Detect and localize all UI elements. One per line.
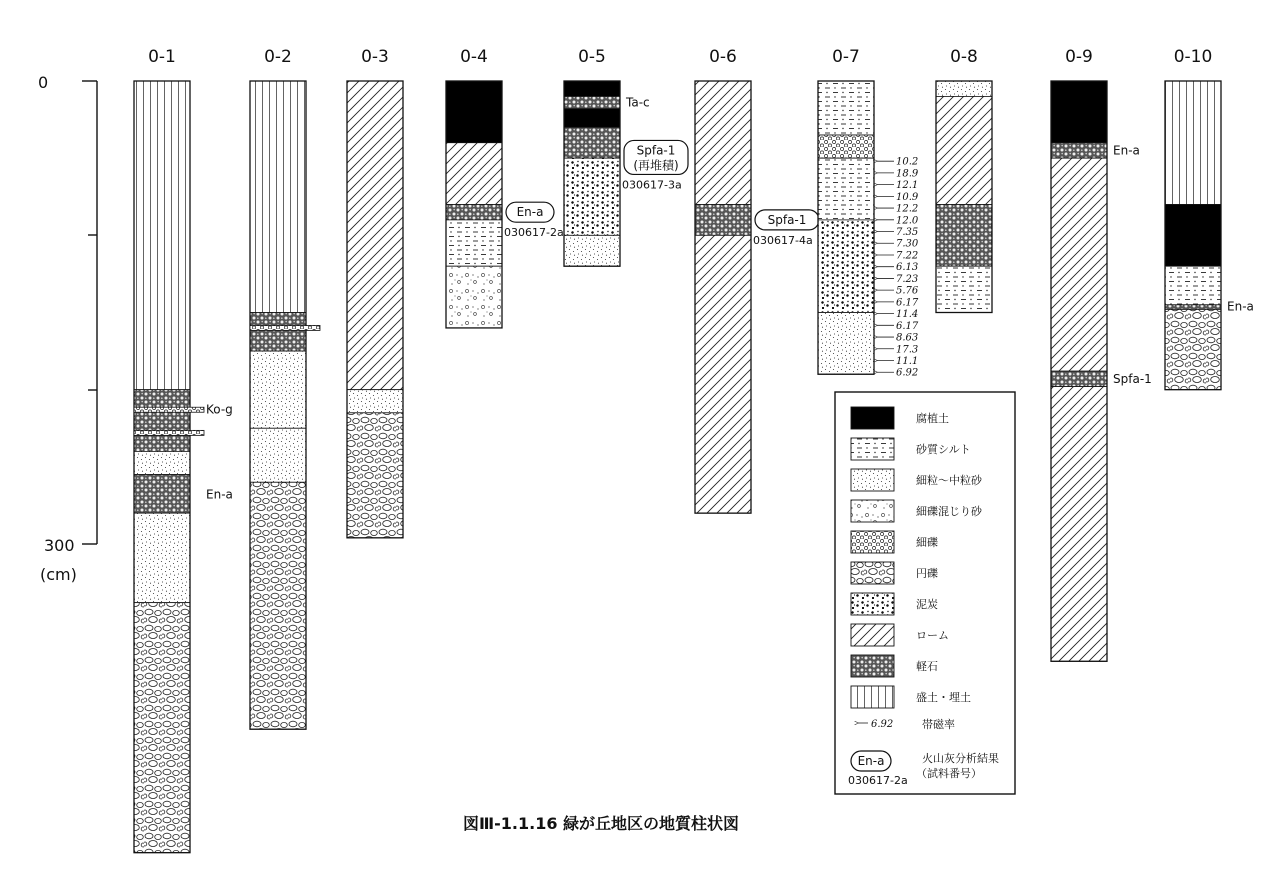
legend-label: 軽石: [916, 660, 938, 673]
tephra-name: Spfa-1: [1113, 371, 1152, 386]
layer-peat: [818, 220, 874, 313]
legend-label: 盛土・埋土: [916, 691, 971, 704]
depth-axis-bottom-label: 300: [44, 536, 75, 555]
mag-reading: 8.63: [896, 332, 919, 344]
layer-loam: [446, 143, 502, 205]
column-title: 0-4: [460, 47, 488, 67]
layer-pumice: [936, 204, 992, 266]
column-0-3: [347, 47, 403, 538]
tephra-name: En-a: [1113, 143, 1140, 158]
layer-loam: [347, 81, 403, 390]
layer-humus: [446, 81, 502, 143]
mag-reading: 5.76: [896, 285, 919, 297]
column-title: 0-6: [709, 47, 737, 67]
mag-reading: 12.2: [896, 203, 919, 215]
legend-swatch: [851, 531, 894, 553]
mag-reading: 7.22: [896, 250, 919, 262]
column-title: 0-5: [578, 47, 606, 67]
layer-gravelly-sand: [446, 266, 502, 328]
layer-loam: [936, 96, 992, 204]
mag-reading: 17.3: [896, 344, 919, 356]
column-0-5: [564, 47, 688, 266]
thin-tephra-bed: [134, 407, 204, 412]
tephra-sample-id: 030617-3a: [622, 178, 682, 192]
column-title: 0-2: [264, 47, 292, 67]
mag-reading: 12.1: [896, 180, 919, 192]
legend-label: 円礫: [916, 567, 938, 580]
tephra-name: Spfa-1: [767, 212, 807, 227]
column-0-7: [818, 47, 919, 379]
legend-mag-label: 帯磁率: [922, 718, 955, 731]
column-0-1: [134, 47, 233, 853]
layer-humus: [1165, 204, 1221, 266]
mag-reading: 7.35: [896, 227, 919, 239]
layer-round-gravel: [250, 482, 306, 729]
mag-reading: 6.13: [896, 262, 919, 274]
layer-fill: [1165, 81, 1221, 204]
column-0-9: [1051, 47, 1152, 661]
column-title: 0-10: [1173, 47, 1213, 67]
layer-pumice: [564, 96, 620, 108]
layer-pumice: [446, 204, 502, 219]
layer-fine-medium-sand: [818, 313, 874, 375]
boring-columns: [134, 47, 1254, 853]
thin-tephra-bed: [134, 430, 204, 435]
layer-pumice: [1051, 371, 1107, 386]
mag-reading: 18.9: [896, 168, 919, 180]
depth-axis-unit-label: (cm): [40, 565, 77, 584]
legend-label: 砂質シルト: [916, 443, 971, 456]
column-title: 0-3: [361, 47, 389, 67]
layer-fine-gravel: [818, 135, 874, 158]
legend-tephra-sample-id: 030617-2a: [848, 774, 908, 787]
layer-fill: [134, 81, 190, 390]
layer-round-gravel: [134, 603, 190, 853]
tephra-name: En-a: [1227, 299, 1254, 314]
layer-loam: [695, 235, 751, 513]
layer-fine-medium-sand: [347, 390, 403, 413]
legend-swatch: [851, 655, 894, 677]
layer-peat: [564, 158, 620, 235]
layer-loam: [1051, 387, 1107, 662]
column-title: 0-1: [148, 47, 176, 67]
column-0-6: [695, 47, 819, 513]
mag-reading: 7.30: [896, 238, 919, 250]
layer-loam: [1051, 158, 1107, 371]
column-0-10: [1165, 47, 1254, 390]
legend-swatch: [851, 438, 894, 460]
layer-fine-medium-sand: [936, 81, 992, 96]
legend-label: 細粒～中粒砂: [916, 474, 982, 487]
layer-round-gravel: [1165, 309, 1221, 389]
layer-sandy-silt: [818, 81, 874, 135]
column-title: 0-9: [1065, 47, 1093, 67]
legend-swatch: [851, 624, 894, 646]
layer-sandy-silt: [446, 220, 502, 266]
legend-tephra-sample-name: En-a: [857, 754, 885, 768]
column-title: 0-7: [832, 47, 860, 67]
legend-tephra-sub: （試料番号）: [916, 767, 982, 780]
layer-fine-medium-sand: [134, 451, 190, 474]
tephra-name: En-a: [206, 487, 233, 502]
layer-sandy-silt: [1165, 266, 1221, 305]
tephra-sample-id: 030617-2a: [504, 226, 564, 240]
legend-swatch: [851, 562, 894, 584]
column-0-4: [446, 47, 564, 328]
legend-label: 細礫: [916, 536, 938, 549]
mag-reading: 12.0: [896, 215, 919, 227]
depth-axis-top-label: 0: [38, 73, 49, 92]
layer-sandy-silt: [936, 266, 992, 312]
layer-pumice: [134, 390, 190, 452]
column-0-2: [250, 47, 320, 729]
layer-loam: [695, 81, 751, 204]
legend: [835, 392, 1015, 794]
tephra-name: En-a: [516, 205, 544, 220]
layer-pumice: [564, 127, 620, 158]
tephra-name: Spfa-1: [636, 143, 676, 158]
legend-label: ローム: [916, 629, 949, 642]
legend-swatch: [851, 407, 894, 429]
column-title: 0-8: [950, 47, 978, 67]
layer-fill: [250, 81, 306, 313]
layer-sandy-silt: [818, 158, 874, 220]
mag-reading: 6.17: [896, 320, 919, 332]
legend-swatch: [851, 500, 894, 522]
legend-swatch: [851, 593, 894, 615]
tephra-name: Ko-g: [206, 402, 233, 417]
layer-fine-medium-sand: [564, 235, 620, 266]
mag-reading: 10.2: [896, 156, 919, 168]
layer-pumice: [250, 313, 306, 352]
mag-reading: 11.4: [896, 309, 919, 321]
layer-pumice: [1051, 143, 1107, 158]
legend-swatch: [851, 686, 894, 708]
layer-humus: [564, 109, 620, 128]
mag-reading: 6.17: [896, 297, 919, 309]
mag-reading: 10.9: [896, 191, 919, 203]
legend-label: 泥炭: [916, 598, 938, 611]
tephra-name: Ta-c: [626, 95, 650, 110]
depth-axis: [38, 73, 97, 584]
legend-label: 腐植土: [916, 412, 949, 425]
legend-tephra-label: 火山灰分析結果: [922, 752, 999, 765]
layer-fine-medium-sand: [134, 513, 190, 603]
layer-fine-medium-sand: [250, 351, 306, 428]
mag-reading: 11.1: [896, 356, 919, 368]
mag-reading: 7.23: [896, 273, 919, 285]
tephra-note: (再堆積): [633, 158, 679, 173]
layer-pumice: [134, 475, 190, 514]
layer-humus: [1051, 81, 1107, 143]
legend-swatch: [851, 469, 894, 491]
mag-reading: 6.92: [896, 367, 919, 379]
layer-round-gravel: [347, 413, 403, 538]
layer-pumice: [1165, 305, 1221, 310]
tephra-sample-id: 030617-4a: [753, 233, 813, 247]
legend-label: 細礫混じり砂: [916, 505, 982, 518]
layer-fine-medium-sand: [250, 428, 306, 482]
layer-humus: [564, 81, 620, 96]
thin-tephra-bed: [250, 325, 320, 330]
column-0-8: [936, 47, 992, 313]
layer-pumice: [695, 204, 751, 235]
legend-mag-sample: 6.92: [871, 719, 894, 730]
figure-caption: 図Ⅲ-1.1.16 緑が丘地区の地質柱状図: [463, 814, 740, 833]
